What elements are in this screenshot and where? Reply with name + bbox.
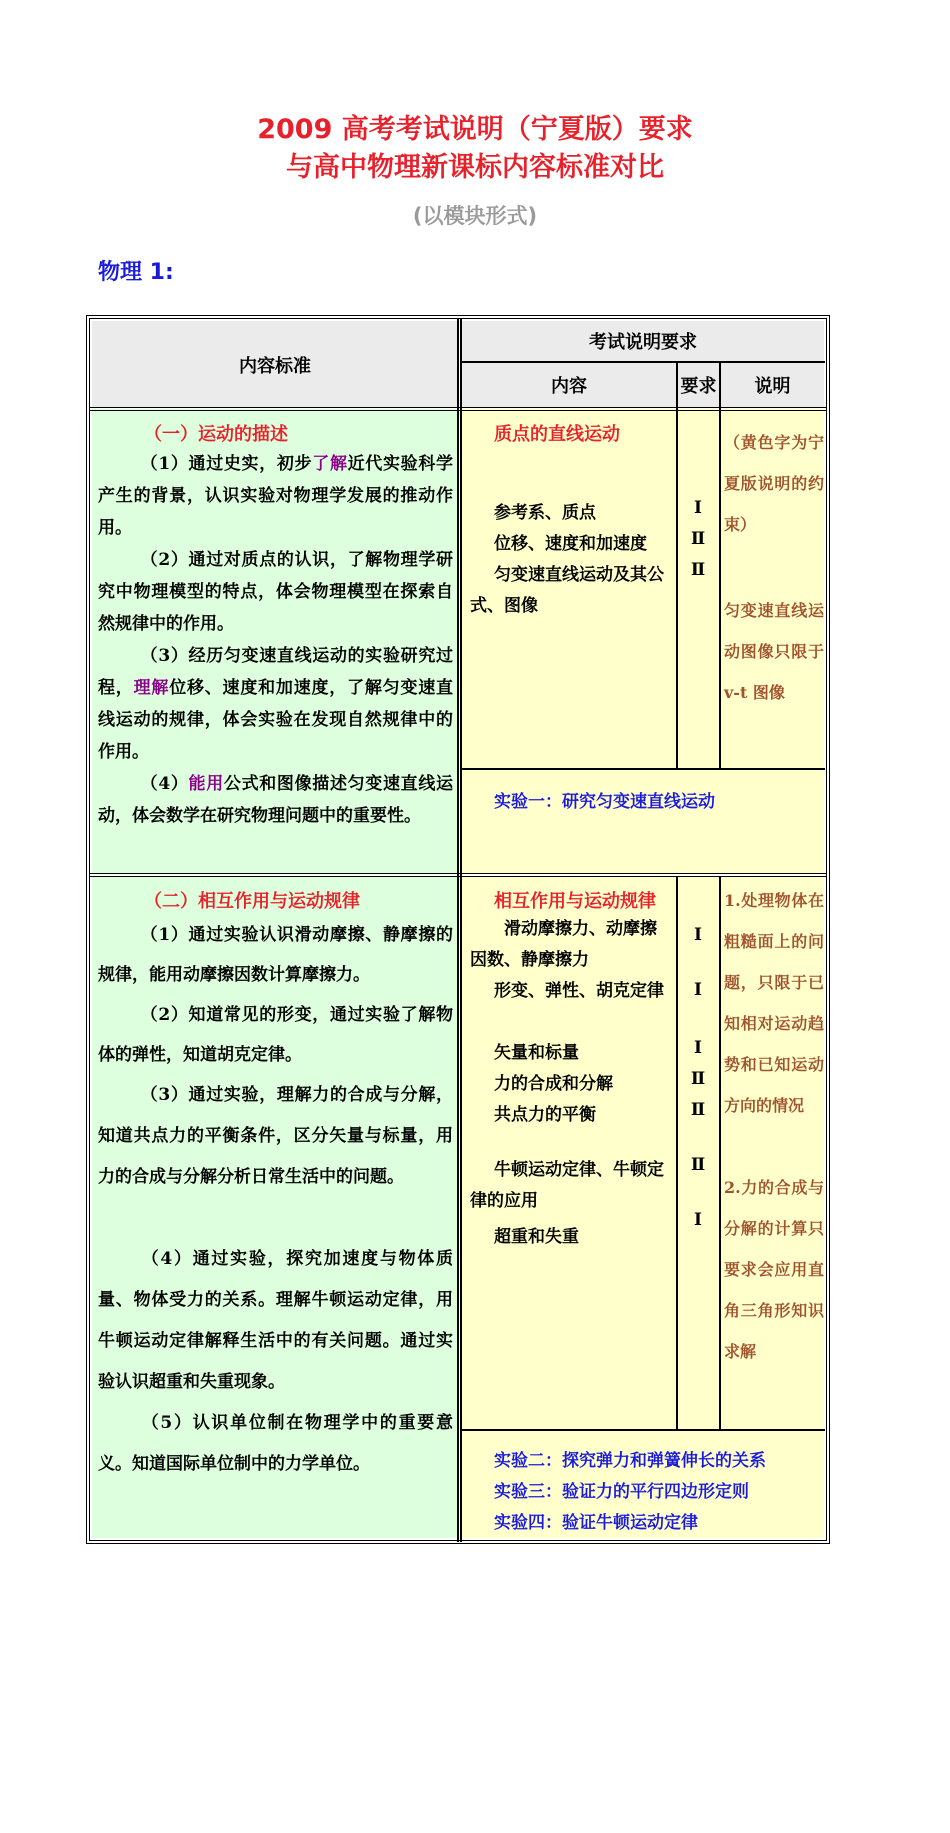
section1-paragraph-2 <box>98 544 453 640</box>
section2-note-2: 2.力的合成与分解的计算只要求会应用直角三角形知识求解 <box>724 1178 824 1361</box>
section2-paragraph-2 <box>98 995 453 1075</box>
section2-note-1: 1.处理物体在粗糙面上的问题，只限于已知相对运动趋势和已知运动方向的情况 <box>724 891 824 1115</box>
section2-item-3: 矢量和标量 <box>494 1043 579 1063</box>
p1-post: 近代实验科学产生的背景，认识实验对物理学发展的推动作用。 <box>98 454 454 538</box>
section2-req-3: Ⅰ <box>694 1038 702 1058</box>
section1-note-1: （黄色字为宁夏版说明的约束） <box>724 433 824 534</box>
section1-paragraph-3 <box>98 640 453 768</box>
section1-req-2: Ⅱ <box>690 529 706 549</box>
section1-req-3: Ⅱ <box>690 560 706 580</box>
p3-highlight: 理解 <box>133 678 170 698</box>
section2-item-5: 共点力的平衡 <box>494 1105 596 1125</box>
req-col-left-line-1 <box>676 362 678 768</box>
section2-item-6: 牛顿运动定律、牛顿定律的应用 <box>470 1160 664 1211</box>
exp1-top-line <box>461 768 825 770</box>
section1-paragraph-1 <box>98 448 453 544</box>
section2-item-4: 力的合成和分解 <box>494 1074 613 1094</box>
p4-highlight: 能用 <box>188 774 224 794</box>
section1-note-2: 匀变速直线运动图像只限于 v-t 图像 <box>724 601 824 702</box>
section2-req-2: Ⅰ <box>694 980 702 1000</box>
section2-heading: （二）相互作用与运动规律 <box>144 891 360 912</box>
doc-title-line2: 与高中物理新课标内容标准对比 <box>286 152 664 183</box>
p1-highlight: 了解 <box>312 454 348 474</box>
s2-p5-text: （5）认识单位制在物理学中的重要意义。知道国际单位制中的力学单位。 <box>98 1413 453 1474</box>
p3-pre: （3）经历匀变速直线运动的实验研究过程， <box>98 646 453 698</box>
note-col-left-line-2 <box>719 876 721 1429</box>
p2-text: （2）通过对质点的认识，了解物理学研究中物理模型的特点，体会物理模型在探索自然规律中的作用。 <box>98 550 453 634</box>
section2-exam-heading: 相互作用与运动规律 <box>494 891 656 912</box>
section2-req-6: Ⅱ <box>690 1155 706 1175</box>
section2-experiment-2: 实验三：验证力的平行四边形定则 <box>494 1482 749 1502</box>
section2-req-7: Ⅰ <box>694 1210 702 1230</box>
section1-req-1: Ⅰ <box>694 498 702 518</box>
p4-post: 公式和图像描述匀变速直线运动，体会数学在研究物理问题中的重要性。 <box>98 774 453 826</box>
note-col-left-line-1 <box>719 362 721 768</box>
p1-pre: （1）通过史实，初步 <box>140 454 313 474</box>
header-content-standard: 内容标准 <box>239 355 311 377</box>
section2-item-1: 滑动摩擦力、动摩擦因数、静摩擦力 <box>470 919 657 970</box>
header-col-requirement: 要求 <box>680 376 717 397</box>
req-col-left-line-2 <box>676 876 678 1429</box>
section2-paragraph-1 <box>98 915 453 995</box>
section1-item-3: 匀变速直线运动及其公式、图像 <box>470 565 664 616</box>
module-label: 物理 1: <box>98 260 174 285</box>
p3-post: 位移、速度和加速度，了解匀变速直线运动的规律，体会实验在发现自然规律中的作用。 <box>98 678 454 762</box>
section1-paragraph-4 <box>98 768 453 832</box>
section2-experiment-1: 实验二：探究弹力和弹簧伸长的关系 <box>494 1451 766 1471</box>
doc-title-line1: 2009 高考考试说明（宁夏版）要求 <box>257 114 693 145</box>
section2-item-2: 形变、弹性、胡克定律 <box>494 981 664 1001</box>
section2-req-4: Ⅱ <box>690 1069 706 1089</box>
section2-paragraph-4 <box>98 1239 453 1403</box>
header-col-content: 内容 <box>551 376 587 397</box>
exp2-top-line <box>461 1429 825 1431</box>
header-col-note: 说明 <box>754 376 791 397</box>
section1-item-2: 位移、速度和加速度 <box>494 534 647 554</box>
s2-p4-text: （4）通过实验，探究加速度与物体质量、物体受力的关系。理解牛顿运动定律，用牛顿运动定律解释生活中的有关问题。通过实验认识超重和失重现象。 <box>98 1249 453 1392</box>
section2-req-1: Ⅰ <box>694 925 702 945</box>
doc-subtitle: (以模块形式) <box>412 204 538 228</box>
section2-item-7: 超重和失重 <box>494 1227 579 1247</box>
section2-req-5: Ⅱ <box>690 1100 706 1120</box>
section1-exam-heading: 质点的直线运动 <box>494 424 620 445</box>
p4-pre: （4） <box>140 774 189 794</box>
section1-heading: （一）运动的描述 <box>144 424 288 445</box>
section-divider-line <box>90 873 826 877</box>
s2-p1-text: （1）通过实验认识滑动摩擦、静摩擦的规律，能用动摩擦因数计算摩擦力。 <box>98 925 453 985</box>
section2-paragraph-5 <box>98 1403 453 1485</box>
s2-p2-text: （2）知道常见的形变，通过实验了解物体的弹性，知道胡克定律。 <box>98 1005 453 1065</box>
section2-paragraph-3 <box>98 1075 453 1198</box>
table-divider-main <box>457 318 462 1542</box>
header-exam-requirements: 考试说明要求 <box>589 332 697 353</box>
section1-item-1: 参考系、质点 <box>494 503 596 523</box>
s2-p3-text: （3）通过实验，理解力的合成与分解，知道共点力的平衡条件，区分矢量与标量，用力的合成与分解分析日常生活中的问题。 <box>98 1085 453 1187</box>
section1-experiment: 实验一：研究匀变速直线运动 <box>494 792 715 812</box>
section2-experiment-3: 实验四：验证牛顿运动定律 <box>494 1513 698 1533</box>
